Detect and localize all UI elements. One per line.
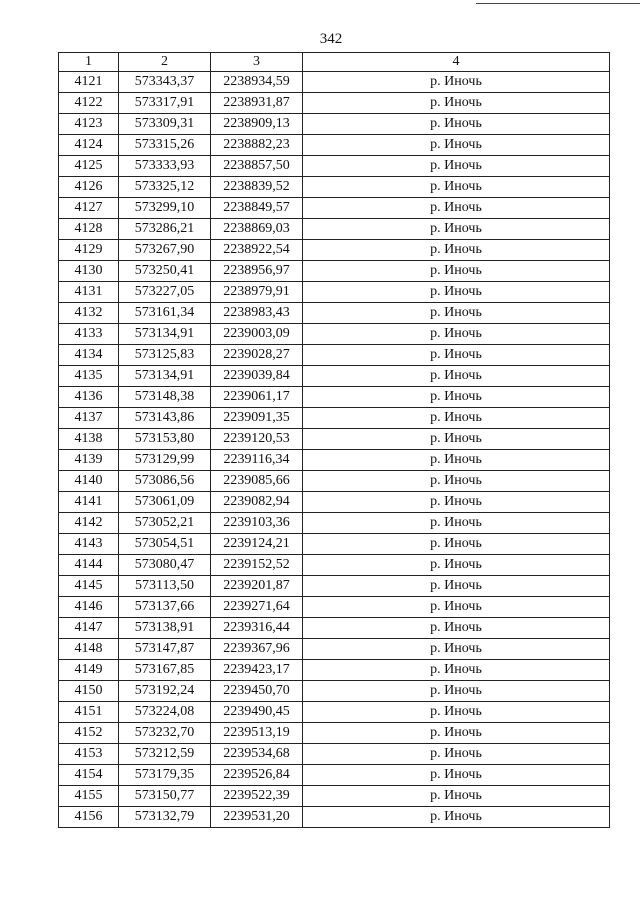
x-coordinate-cell: 573054,51 — [119, 534, 211, 555]
y-coordinate-cell: 2239039,84 — [211, 366, 303, 387]
point-number-cell: 4151 — [59, 702, 119, 723]
description-cell: р. Иночь — [303, 135, 610, 156]
description-cell: р. Иночь — [303, 702, 610, 723]
description-cell: р. Иночь — [303, 387, 610, 408]
point-number-cell: 4155 — [59, 786, 119, 807]
x-coordinate-cell: 573132,79 — [119, 807, 211, 828]
description-cell: р. Иночь — [303, 261, 610, 282]
table-row — [59, 786, 610, 807]
x-coordinate-cell: 573052,21 — [119, 513, 211, 534]
table-row — [59, 639, 610, 660]
column-header-3: 3 — [211, 53, 303, 72]
table-row — [59, 555, 610, 576]
description-cell: р. Иночь — [303, 324, 610, 345]
x-coordinate-cell: 573080,47 — [119, 555, 211, 576]
y-coordinate-cell: 2239513,19 — [211, 723, 303, 744]
point-number-cell: 4143 — [59, 534, 119, 555]
table-row — [59, 408, 610, 429]
coordinates-table — [58, 52, 610, 828]
y-coordinate-cell: 2239367,96 — [211, 639, 303, 660]
description-cell: р. Иночь — [303, 93, 610, 114]
description-cell: р. Иночь — [303, 786, 610, 807]
table-row — [59, 471, 610, 492]
table-row — [59, 597, 610, 618]
table-row — [59, 93, 610, 114]
table-row — [59, 450, 610, 471]
point-number-cell: 4145 — [59, 576, 119, 597]
point-number-cell: 4154 — [59, 765, 119, 786]
point-number-cell: 4134 — [59, 345, 119, 366]
x-coordinate-cell: 573113,50 — [119, 576, 211, 597]
point-number-cell: 4122 — [59, 93, 119, 114]
description-cell: р. Иночь — [303, 282, 610, 303]
point-number-cell: 4128 — [59, 219, 119, 240]
x-coordinate-cell: 573343,37 — [119, 72, 211, 93]
y-coordinate-cell: 2239201,87 — [211, 576, 303, 597]
y-coordinate-cell: 2239490,45 — [211, 702, 303, 723]
page-number: 342 — [319, 31, 343, 47]
description-cell: р. Иночь — [303, 72, 610, 93]
y-coordinate-cell: 2239091,35 — [211, 408, 303, 429]
table-row — [59, 492, 610, 513]
x-coordinate-cell: 573161,34 — [119, 303, 211, 324]
table-row — [59, 345, 610, 366]
y-coordinate-cell: 2239120,53 — [211, 429, 303, 450]
table-row — [59, 723, 610, 744]
table-row — [59, 156, 610, 177]
table-row — [59, 240, 610, 261]
table-row — [59, 72, 610, 93]
x-coordinate-cell: 573232,70 — [119, 723, 211, 744]
x-coordinate-cell: 573134,91 — [119, 324, 211, 345]
table-row — [59, 261, 610, 282]
point-number-cell: 4124 — [59, 135, 119, 156]
table-row — [59, 765, 610, 786]
y-coordinate-cell: 2238934,59 — [211, 72, 303, 93]
table-row — [59, 618, 610, 639]
description-cell: р. Иночь — [303, 219, 610, 240]
point-number-cell: 4148 — [59, 639, 119, 660]
y-coordinate-cell: 2239085,66 — [211, 471, 303, 492]
y-coordinate-cell: 2238931,87 — [211, 93, 303, 114]
point-number-cell: 4132 — [59, 303, 119, 324]
y-coordinate-cell: 2238857,50 — [211, 156, 303, 177]
table-row — [59, 744, 610, 765]
table-row — [59, 303, 610, 324]
description-cell: р. Иночь — [303, 681, 610, 702]
point-number-cell: 4131 — [59, 282, 119, 303]
description-cell: р. Иночь — [303, 618, 610, 639]
point-number-cell: 4126 — [59, 177, 119, 198]
point-number-cell: 4156 — [59, 807, 119, 828]
point-number-cell: 4121 — [59, 72, 119, 93]
table-row — [59, 366, 610, 387]
x-coordinate-cell: 573125,83 — [119, 345, 211, 366]
description-cell: р. Иночь — [303, 576, 610, 597]
description-cell: р. Иночь — [303, 240, 610, 261]
description-cell: р. Иночь — [303, 429, 610, 450]
x-coordinate-cell: 573137,66 — [119, 597, 211, 618]
y-coordinate-cell: 2239316,44 — [211, 618, 303, 639]
y-coordinate-cell: 2239116,34 — [211, 450, 303, 471]
y-coordinate-cell: 2238882,23 — [211, 135, 303, 156]
description-cell: р. Иночь — [303, 198, 610, 219]
y-coordinate-cell: 2239534,68 — [211, 744, 303, 765]
x-coordinate-cell: 573129,99 — [119, 450, 211, 471]
column-header-1: 1 — [59, 53, 119, 72]
table-row — [59, 513, 610, 534]
y-coordinate-cell: 2239271,64 — [211, 597, 303, 618]
table-row — [59, 534, 610, 555]
table-body — [59, 72, 610, 828]
y-coordinate-cell: 2239124,21 — [211, 534, 303, 555]
table-row — [59, 387, 610, 408]
description-cell: р. Иночь — [303, 303, 610, 324]
description-cell: р. Иночь — [303, 639, 610, 660]
x-coordinate-cell: 573061,09 — [119, 492, 211, 513]
table-row — [59, 114, 610, 135]
point-number-cell: 4149 — [59, 660, 119, 681]
table-row — [59, 219, 610, 240]
x-coordinate-cell: 573286,21 — [119, 219, 211, 240]
point-number-cell: 4125 — [59, 156, 119, 177]
y-coordinate-cell: 2238849,57 — [211, 198, 303, 219]
description-cell: р. Иночь — [303, 534, 610, 555]
y-coordinate-cell: 2239526,84 — [211, 765, 303, 786]
table-row — [59, 135, 610, 156]
table-row — [59, 429, 610, 450]
y-coordinate-cell: 2239450,70 — [211, 681, 303, 702]
y-coordinate-cell: 2238839,52 — [211, 177, 303, 198]
point-number-cell: 4153 — [59, 744, 119, 765]
description-cell: р. Иночь — [303, 156, 610, 177]
description-cell: р. Иночь — [303, 660, 610, 681]
y-coordinate-cell: 2239061,17 — [211, 387, 303, 408]
description-cell: р. Иночь — [303, 513, 610, 534]
table-row — [59, 198, 610, 219]
x-coordinate-cell: 573267,90 — [119, 240, 211, 261]
description-cell: р. Иночь — [303, 723, 610, 744]
table-row — [59, 282, 610, 303]
x-coordinate-cell: 573134,91 — [119, 366, 211, 387]
description-cell: р. Иночь — [303, 555, 610, 576]
description-cell: р. Иночь — [303, 744, 610, 765]
x-coordinate-cell: 573224,08 — [119, 702, 211, 723]
x-coordinate-cell: 573299,10 — [119, 198, 211, 219]
y-coordinate-cell: 2238909,13 — [211, 114, 303, 135]
page-corner-rule — [476, 3, 640, 4]
point-number-cell: 4147 — [59, 618, 119, 639]
y-coordinate-cell: 2238983,43 — [211, 303, 303, 324]
x-coordinate-cell: 573148,38 — [119, 387, 211, 408]
x-coordinate-cell: 573227,05 — [119, 282, 211, 303]
point-number-cell: 4152 — [59, 723, 119, 744]
description-cell: р. Иночь — [303, 366, 610, 387]
header-row — [59, 53, 610, 72]
table-row — [59, 324, 610, 345]
x-coordinate-cell: 573192,24 — [119, 681, 211, 702]
point-number-cell: 4144 — [59, 555, 119, 576]
x-coordinate-cell: 573147,87 — [119, 639, 211, 660]
description-cell: р. Иночь — [303, 471, 610, 492]
table-row — [59, 681, 610, 702]
point-number-cell: 4133 — [59, 324, 119, 345]
description-cell: р. Иночь — [303, 765, 610, 786]
x-coordinate-cell: 573138,91 — [119, 618, 211, 639]
description-cell: р. Иночь — [303, 807, 610, 828]
y-coordinate-cell: 2238979,91 — [211, 282, 303, 303]
table-row — [59, 177, 610, 198]
point-number-cell: 4138 — [59, 429, 119, 450]
x-coordinate-cell: 573179,35 — [119, 765, 211, 786]
x-coordinate-cell: 573086,56 — [119, 471, 211, 492]
y-coordinate-cell: 2239531,20 — [211, 807, 303, 828]
column-header-4: 4 — [303, 53, 610, 72]
table-row — [59, 807, 610, 828]
y-coordinate-cell: 2239003,09 — [211, 324, 303, 345]
description-cell: р. Иночь — [303, 597, 610, 618]
point-number-cell: 4139 — [59, 450, 119, 471]
x-coordinate-cell: 573309,31 — [119, 114, 211, 135]
y-coordinate-cell: 2239152,52 — [211, 555, 303, 576]
column-header-2: 2 — [119, 53, 211, 72]
point-number-cell: 4123 — [59, 114, 119, 135]
x-coordinate-cell: 573250,41 — [119, 261, 211, 282]
point-number-cell: 4137 — [59, 408, 119, 429]
point-number-cell: 4140 — [59, 471, 119, 492]
y-coordinate-cell: 2238956,97 — [211, 261, 303, 282]
y-coordinate-cell: 2238869,03 — [211, 219, 303, 240]
point-number-cell: 4135 — [59, 366, 119, 387]
x-coordinate-cell: 573325,12 — [119, 177, 211, 198]
description-cell: р. Иночь — [303, 177, 610, 198]
description-cell: р. Иночь — [303, 345, 610, 366]
point-number-cell: 4127 — [59, 198, 119, 219]
x-coordinate-cell: 573167,85 — [119, 660, 211, 681]
x-coordinate-cell: 573315,26 — [119, 135, 211, 156]
y-coordinate-cell: 2239522,39 — [211, 786, 303, 807]
table-row — [59, 702, 610, 723]
table-header — [59, 53, 610, 72]
point-number-cell: 4130 — [59, 261, 119, 282]
x-coordinate-cell: 573150,77 — [119, 786, 211, 807]
description-cell: р. Иночь — [303, 492, 610, 513]
table-row — [59, 660, 610, 681]
description-cell: р. Иночь — [303, 114, 610, 135]
point-number-cell: 4146 — [59, 597, 119, 618]
x-coordinate-cell: 573153,80 — [119, 429, 211, 450]
x-coordinate-cell: 573317,91 — [119, 93, 211, 114]
y-coordinate-cell: 2239423,17 — [211, 660, 303, 681]
point-number-cell: 4150 — [59, 681, 119, 702]
y-coordinate-cell: 2239103,36 — [211, 513, 303, 534]
point-number-cell: 4142 — [59, 513, 119, 534]
x-coordinate-cell: 573212,59 — [119, 744, 211, 765]
point-number-cell: 4136 — [59, 387, 119, 408]
point-number-cell: 4141 — [59, 492, 119, 513]
y-coordinate-cell: 2238922,54 — [211, 240, 303, 261]
description-cell: р. Иночь — [303, 408, 610, 429]
x-coordinate-cell: 573333,93 — [119, 156, 211, 177]
point-number-cell: 4129 — [59, 240, 119, 261]
y-coordinate-cell: 2239082,94 — [211, 492, 303, 513]
y-coordinate-cell: 2239028,27 — [211, 345, 303, 366]
table-row — [59, 576, 610, 597]
description-cell: р. Иночь — [303, 450, 610, 471]
x-coordinate-cell: 573143,86 — [119, 408, 211, 429]
